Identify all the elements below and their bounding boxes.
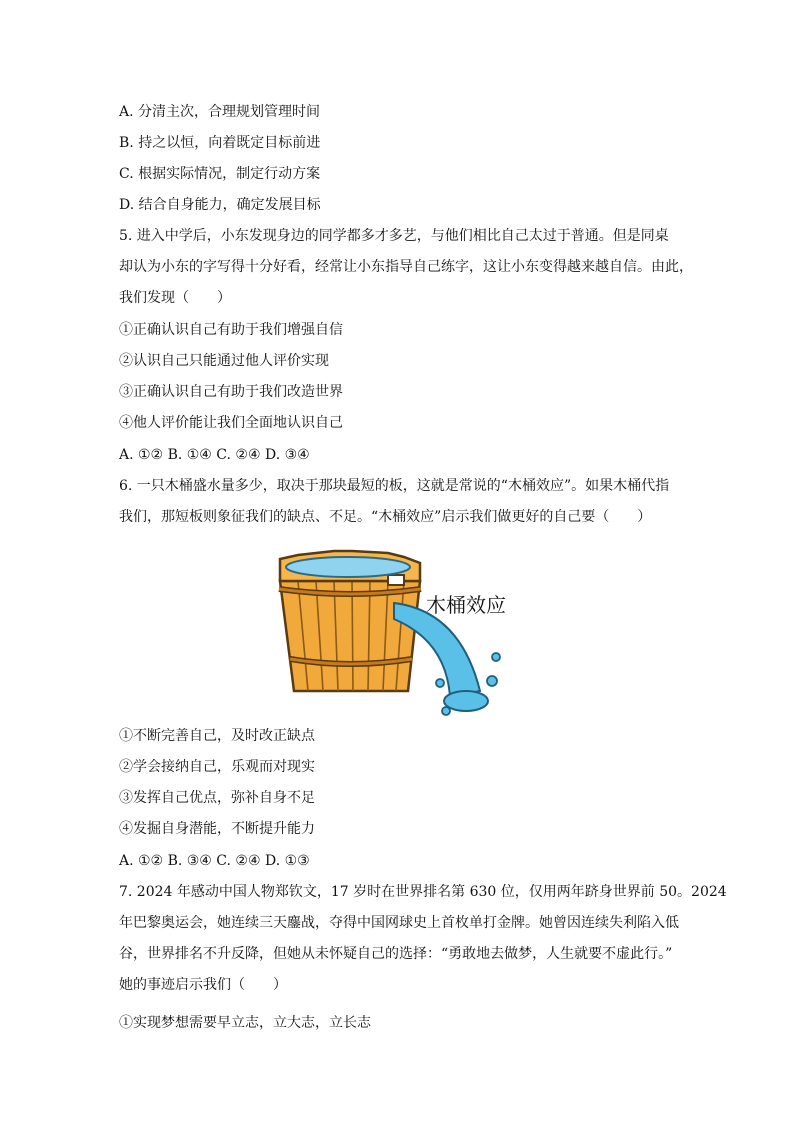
q5-stem [119, 221, 693, 314]
figure-label: 木桶效应 [426, 593, 506, 617]
q6-answers: A. ①② B. ③④ C. ②④ D. ①③ [119, 853, 310, 869]
wooden-bucket-icon [270, 541, 510, 719]
q7-stem-line: 她的事迹启示我们（ ） [119, 977, 287, 993]
q6-item-2: ②学会接纳自己，乐观而对现实 [119, 759, 315, 775]
q5-stem-line: 我们发现（ ） [119, 290, 231, 306]
q6-item-4: ④发掘自身潜能，不断提升能力 [119, 821, 315, 837]
q6-item-1: ①不断完善自己，及时改正缺点 [119, 728, 315, 744]
q6-item-3: ③发挥自己优点，弥补自身不足 [119, 790, 315, 806]
q6-stem-line: 我们，那短板则象征我们的缺点、不足。“木桶效应”启示我们做更好的自己要（ ） [119, 509, 652, 525]
q5-stem-line: 却认为小东的字写得十分好看，经常让小东指导自己练字，这让小东变得越来越自信。由此， [119, 259, 693, 275]
q6-stem-line: 6. 一只木桶盛水量多少，取决于那块最短的板，这就是常说的“木桶效应”。如果木桶代指 [119, 478, 670, 494]
q7-stem-line: 7. 2024 年感动中国人物郑钦文，17 岁时在世界排名第 630 位，仅用两年跻身世界前 50。2024 [119, 884, 727, 900]
q5-item-1: ①正确认识自己有助于我们增强自信 [119, 322, 343, 338]
q5-item-3: ③正确认识自己有助于我们改造世界 [119, 384, 343, 400]
q4-option-b: B. 持之以恒，向着既定目标前进 [119, 135, 321, 151]
q5-item-4: ④他人评价能让我们全面地认识自己 [119, 415, 343, 431]
q7-stem-line: 年巴黎奥运会，她连续三天鏖战，夺得中国网球史上首枚单打金牌。她曾因连续失利陷入低 [119, 915, 679, 931]
q6-stem [119, 471, 679, 533]
q4-option-a: A. 分清主次，合理规划管理时间 [119, 104, 321, 120]
q7-item-1: ①实现梦想需要早立志，立大志，立长志 [119, 1015, 371, 1031]
q5-item-2: ②认识自己只能通过他人评价实现 [119, 353, 329, 369]
q5-answers: A. ①② B. ①④ C. ②④ D. ③④ [119, 447, 310, 463]
q7-stem-line: 谷，世界排名不升反降，但她从未怀疑自己的选择：“勇敢地去做梦，人生就要不虚此行。” [119, 946, 673, 962]
q4-option-c: C. 根据实际情况，制定行动方案 [119, 166, 321, 182]
q7-stem [119, 877, 727, 1001]
wooden-bucket-illustration [270, 541, 510, 719]
q4-option-d: D. 结合自身能力，确定发展目标 [119, 197, 321, 213]
q5-stem-line: 5. 进入中学后，小东发现身边的同学都多才多艺，与他们相比自己太过于普通。但是同桌 [119, 228, 669, 244]
